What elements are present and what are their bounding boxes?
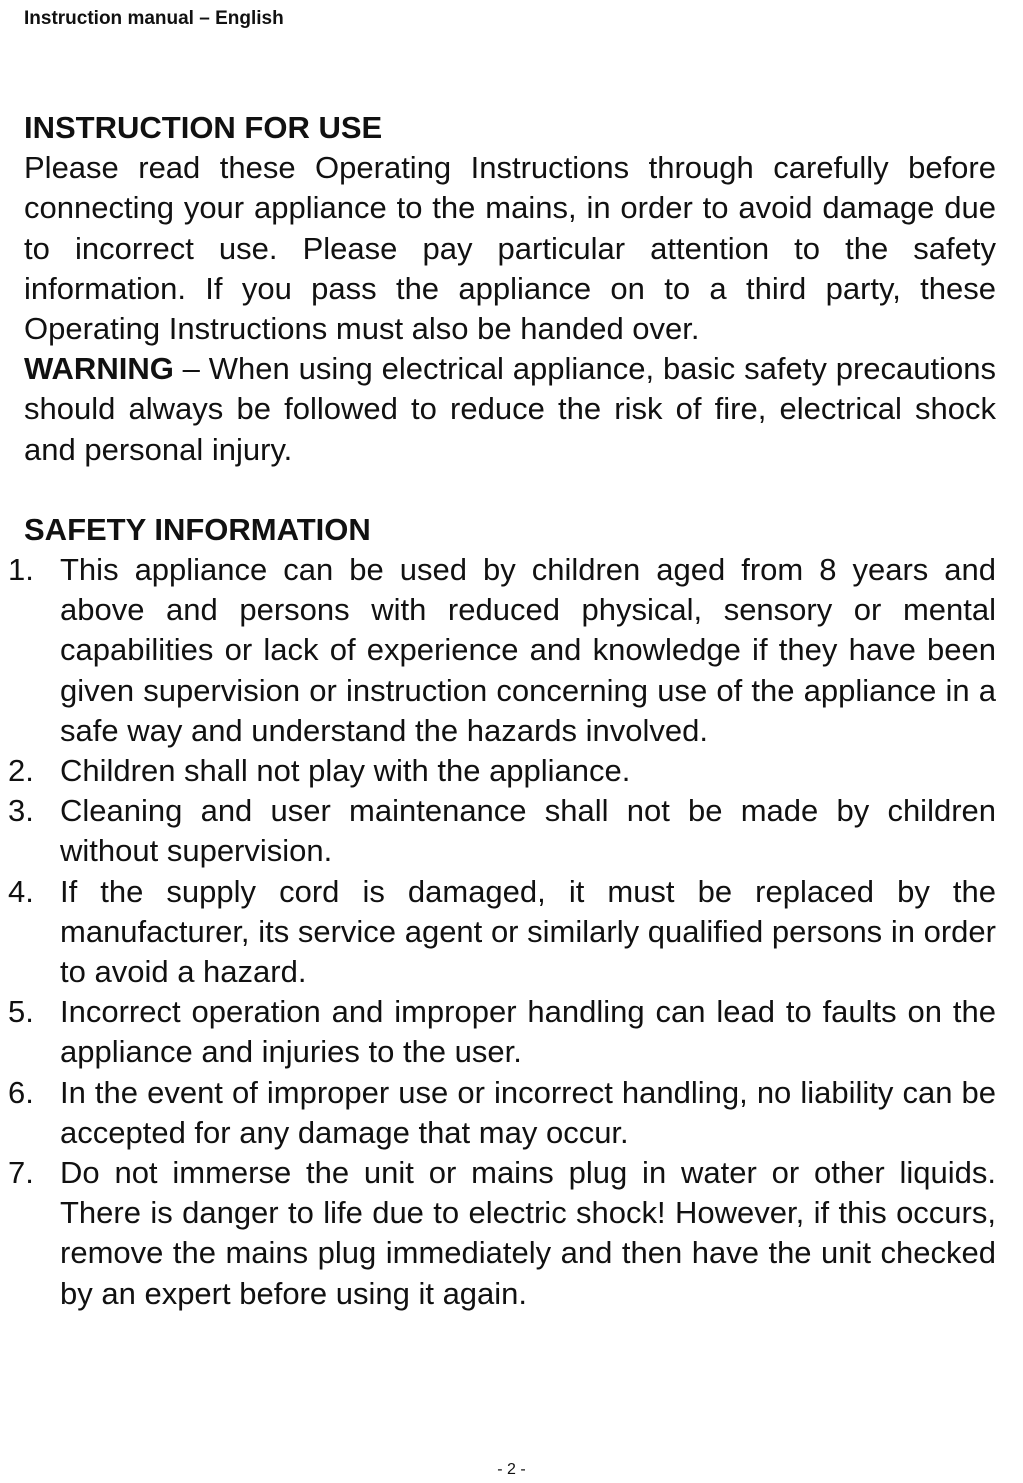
list-item-number: 6. bbox=[8, 1074, 34, 1110]
list-item-number: 4. bbox=[8, 873, 34, 909]
page-number: - 2 - bbox=[497, 1461, 526, 1478]
list-item-text: Incorrect operation and improper handling can lead to faults on the appliance and injuries to the user. bbox=[60, 994, 996, 1070]
list-item-text: In the event of improper use or incorrect handling, no liability can be accepted for any damage that may occur. bbox=[60, 1074, 996, 1150]
list-item bbox=[8, 992, 996, 1072]
warning-label: WARNING bbox=[24, 351, 174, 387]
list-item-number: 2. bbox=[8, 753, 34, 789]
list-item bbox=[8, 751, 996, 791]
list-item-text: Children shall not play with the appliance. bbox=[60, 753, 631, 789]
list-item bbox=[8, 872, 996, 993]
list-item-text: Do not immerse the unit or mains plug in water or other liquids. There is danger to life due to electric shock! However, if this occurs, remove the mains plug immediately and then have the unit checked by an expert before using it again. bbox=[60, 1155, 996, 1311]
safety-list bbox=[8, 550, 996, 1314]
page-content bbox=[8, 108, 996, 1314]
list-item bbox=[8, 1153, 996, 1314]
section-spacer bbox=[24, 470, 996, 510]
instruction-paragraph: Please read these Operating Instructions through carefully before connecting your appliance to the mains, in order to avoid damage due to incorrect use. Please pay particular attention to the safety information. If you pass the appliance on to a third party, these Operating Instructions must also be handed over. bbox=[24, 150, 996, 347]
instruction-heading: INSTRUCTION FOR USE bbox=[24, 110, 383, 145]
list-item-number: 1. bbox=[8, 552, 34, 588]
list-item-number: 3. bbox=[8, 793, 34, 829]
list-item-text: If the supply cord is damaged, it must be replaced by the manufacturer, its service agent or similarly qualified persons in order to avoid a hazard. bbox=[60, 873, 996, 990]
list-item-text: This appliance can be used by children aged from 8 years and above and persons with reduced physical, sensory or mental capabilities or lack of experience and knowledge if they have been given supervision or instruction concerning use of the appliance in a safe way and understand the hazards involved. bbox=[60, 552, 996, 748]
list-item bbox=[8, 1073, 996, 1153]
warning-paragraph bbox=[24, 349, 996, 470]
list-item bbox=[8, 550, 996, 751]
list-item-text: Cleaning and user maintenance shall not be made by children without supervision. bbox=[60, 793, 996, 869]
safety-heading: SAFETY INFORMATION bbox=[24, 511, 371, 547]
list-item bbox=[8, 791, 996, 871]
list-item-number: 5. bbox=[8, 994, 34, 1030]
list-item-number: 7. bbox=[8, 1155, 34, 1191]
document-header: Instruction manual – English bbox=[24, 8, 284, 29]
warning-text: – When using electrical appliance, basic safety precautions should always be followed to reduce the risk of fire, electrical shock and personal injury. bbox=[24, 351, 996, 467]
